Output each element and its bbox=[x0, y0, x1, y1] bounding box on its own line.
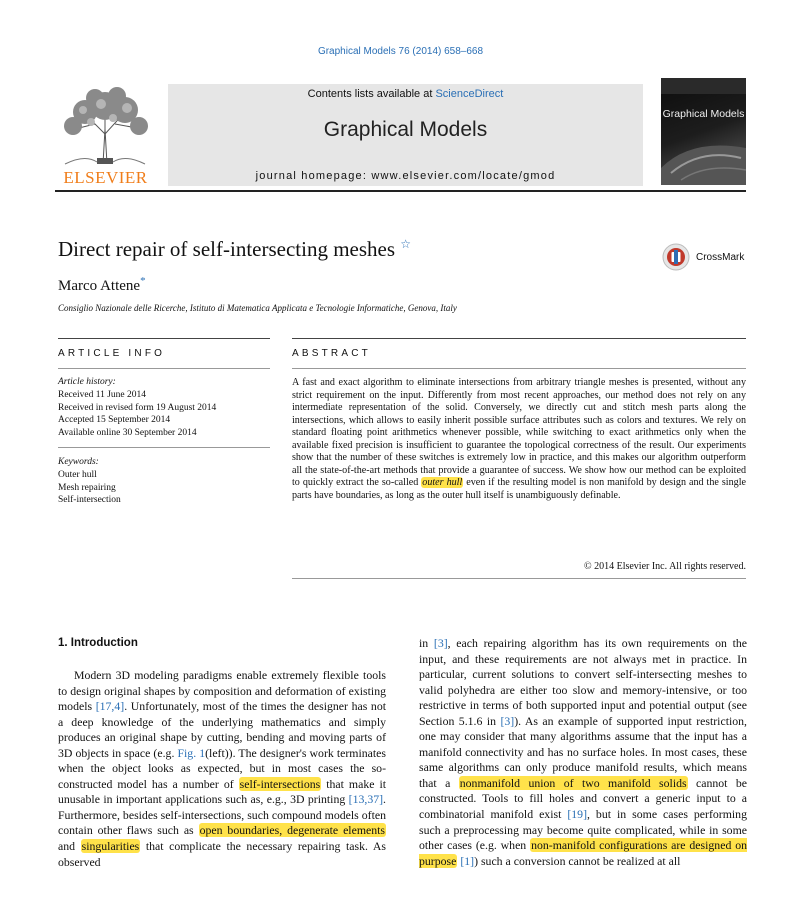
article-info-heading: ARTICLE INFO bbox=[58, 348, 166, 359]
history-item: Available online 30 September 2014 bbox=[58, 427, 197, 438]
homepage-prefix: journal homepage: bbox=[255, 170, 372, 182]
history-label: Article history: bbox=[58, 377, 116, 387]
journal-cover-image[interactable] bbox=[661, 78, 746, 185]
highlight-open-boundaries[interactable]: open boundaries, degenerate elements bbox=[199, 823, 385, 838]
body-text: ). As an example of supported input restriction, one may consider that many algorithms assume that the input has a manifold connectivity and has no surface holes. In most cases, these same algorithms can only produce manifold results, which means that a bbox=[419, 713, 747, 790]
paper-title bbox=[58, 237, 411, 262]
keywords-label: Keywords: bbox=[58, 457, 99, 467]
body-text: in bbox=[419, 636, 434, 650]
paper-title-text: Direct repair of self-intersecting meshes bbox=[58, 237, 396, 261]
cover-strip bbox=[661, 78, 746, 94]
keyword-item: Mesh repairing bbox=[58, 482, 116, 493]
citation-link[interactable]: [1] bbox=[460, 853, 475, 868]
crossmark-label[interactable]: CrossMark bbox=[696, 252, 745, 263]
abstract-rule-top bbox=[292, 338, 746, 339]
citation-link[interactable]: [3] bbox=[500, 713, 515, 728]
highlight-outer-hull[interactable]: outer hull bbox=[422, 477, 463, 489]
author-name: Marco Attene bbox=[58, 278, 141, 294]
citation-link[interactable]: [19] bbox=[567, 807, 587, 822]
figure-link[interactable]: Fig. 1 bbox=[177, 745, 206, 760]
elsevier-wordmark: ELSEVIER bbox=[63, 168, 148, 187]
journal-homepage bbox=[168, 170, 643, 182]
abstract-rule-bottom bbox=[292, 578, 746, 579]
affiliation: Consiglio Nazionale delle Ricerche, Istituto di Matematica Applicata e Tecnologie Informatiche, Genova, Italy bbox=[58, 303, 457, 313]
highlight-nonmanifold-configurations[interactable]: non-manifold configurations are designed on purpose bbox=[419, 838, 747, 868]
cover-title: Graphical Models bbox=[662, 108, 745, 120]
highlight-self-intersections[interactable]: self-intersections bbox=[239, 776, 321, 791]
abstract-heading: ABSTRACT bbox=[292, 348, 371, 359]
contents-line bbox=[168, 88, 643, 100]
body-text: (left)). The designer's work terminates when the object looks as expected, but in most cases the so-constructed model has a number of bbox=[58, 745, 386, 791]
body-text: cannot be constructed. Tools to fill holes and convert a generic input to a combinatorial manifold exist bbox=[419, 775, 747, 822]
sciencedirect-link[interactable]: ScienceDirect bbox=[435, 88, 504, 100]
body-text: . Furthermore, besides self-intersections, such compound models often contain other flaws such as bbox=[58, 792, 386, 838]
body-text: Modern 3D modeling paradigms enable extremely flexible tools to design original shapes by composition and deformation of existing models bbox=[58, 668, 386, 714]
keyword-item: Outer hull bbox=[58, 470, 97, 480]
abstract-text: even if the resulting model is non manifold by design and the single parts have boundaries, as long as the outer hull itself is unambiguously definable. bbox=[292, 477, 746, 501]
intro-column-right bbox=[419, 636, 747, 869]
cover-artwork-icon bbox=[661, 128, 746, 185]
abstract-body bbox=[292, 377, 746, 502]
abstract-text: A fast and exact algorithm to eliminate intersections from arbitrary triangle meshes is presented, without any strict requirement on the input. Differently from most recent approaches, our method does not rely on any intermediate representation of the solid. Conversely, we directly cut and stitch mesh parts along the intersections, which allows to easily inherit possible surface attributes such as colors and textures. We rely on standard floating point arithmetics whenever possible, while switching to exact arithmetics only when the available fixed precision is insufficient to guarantee the topological correctness of the result. Our experiments show that the number of these switches is extremely low in practice, and this makes our algorithm outperform all the state-of-the-art methods that provide a guarantee of success. We show how our method can be exploited to quickly extract the so-called bbox=[292, 377, 746, 489]
author-footnote-link[interactable]: * bbox=[140, 275, 146, 287]
info-rule-mid bbox=[58, 368, 270, 369]
crossmark-badge[interactable] bbox=[662, 243, 690, 271]
citation-link[interactable]: [3] bbox=[433, 636, 448, 650]
author-line bbox=[58, 275, 146, 295]
title-note-star-link[interactable]: ☆ bbox=[400, 237, 412, 251]
info-rule-keywords bbox=[58, 447, 270, 448]
body-text: that complicate the necessary repairing task. As observed bbox=[58, 839, 386, 869]
body-text: ) such a conversion cannot be realized at all bbox=[474, 853, 681, 868]
section-heading-introduction: 1. Introduction bbox=[58, 637, 138, 649]
history-item: Received 11 June 2014 bbox=[58, 390, 147, 400]
contents-prefix: Contents lists available at bbox=[307, 88, 436, 100]
citation-link[interactable]: [13,37] bbox=[348, 792, 384, 807]
intro-column-left bbox=[58, 668, 386, 870]
body-text: . Unfortunately, most of the times the designer has not a deep knowledge of the underlying mathematics and simply produces an original shape by cutting, bending and moving parts of 3D objects in space (e.g. bbox=[58, 699, 387, 760]
abstract-rule-mid bbox=[292, 368, 746, 369]
homepage-url-link[interactable]: www.elsevier.com/locate/gmod bbox=[371, 170, 556, 182]
body-text: , each repairing algorithm has its own requirements on the input, and these requirements are not always met in practice. In particular, current solutions to convert self-intersecting meshes to valid polyhedra are either too slow and memory-intensive, or too restrictive in terms of both supported input and potential output (see Section 5.1.6 in bbox=[419, 636, 747, 728]
journal-citation-link[interactable]: Graphical Models 76 (2014) 658–668 bbox=[317, 46, 484, 57]
masthead-rule bbox=[55, 190, 746, 192]
citation-link[interactable]: [17,4] bbox=[95, 699, 125, 714]
history-item: Accepted 15 September 2014 bbox=[58, 415, 171, 426]
history-item: Received in revised form 19 August 2014 bbox=[58, 402, 217, 413]
elsevier-tree-icon bbox=[55, 84, 155, 166]
keyword-item: Self-intersection bbox=[58, 495, 121, 506]
body-text: , but in some cases performing such a preprocessing may become quite complicated, while in some other cases (e.g. when bbox=[419, 807, 747, 853]
copyright: © 2014 Elsevier Inc. All rights reserved. bbox=[583, 561, 746, 572]
crossmark-icon bbox=[662, 243, 690, 271]
body-text: and bbox=[58, 839, 81, 854]
highlight-singularities[interactable]: singularities bbox=[81, 839, 140, 854]
info-rule-top bbox=[58, 338, 270, 339]
highlight-nonmanifold-union[interactable]: nonmanifold union of two manifold solids bbox=[459, 775, 687, 790]
body-text: that make it unusable in important applications such as, e.g., 3D printing bbox=[58, 776, 386, 807]
journal-title: Graphical Models bbox=[323, 118, 488, 141]
